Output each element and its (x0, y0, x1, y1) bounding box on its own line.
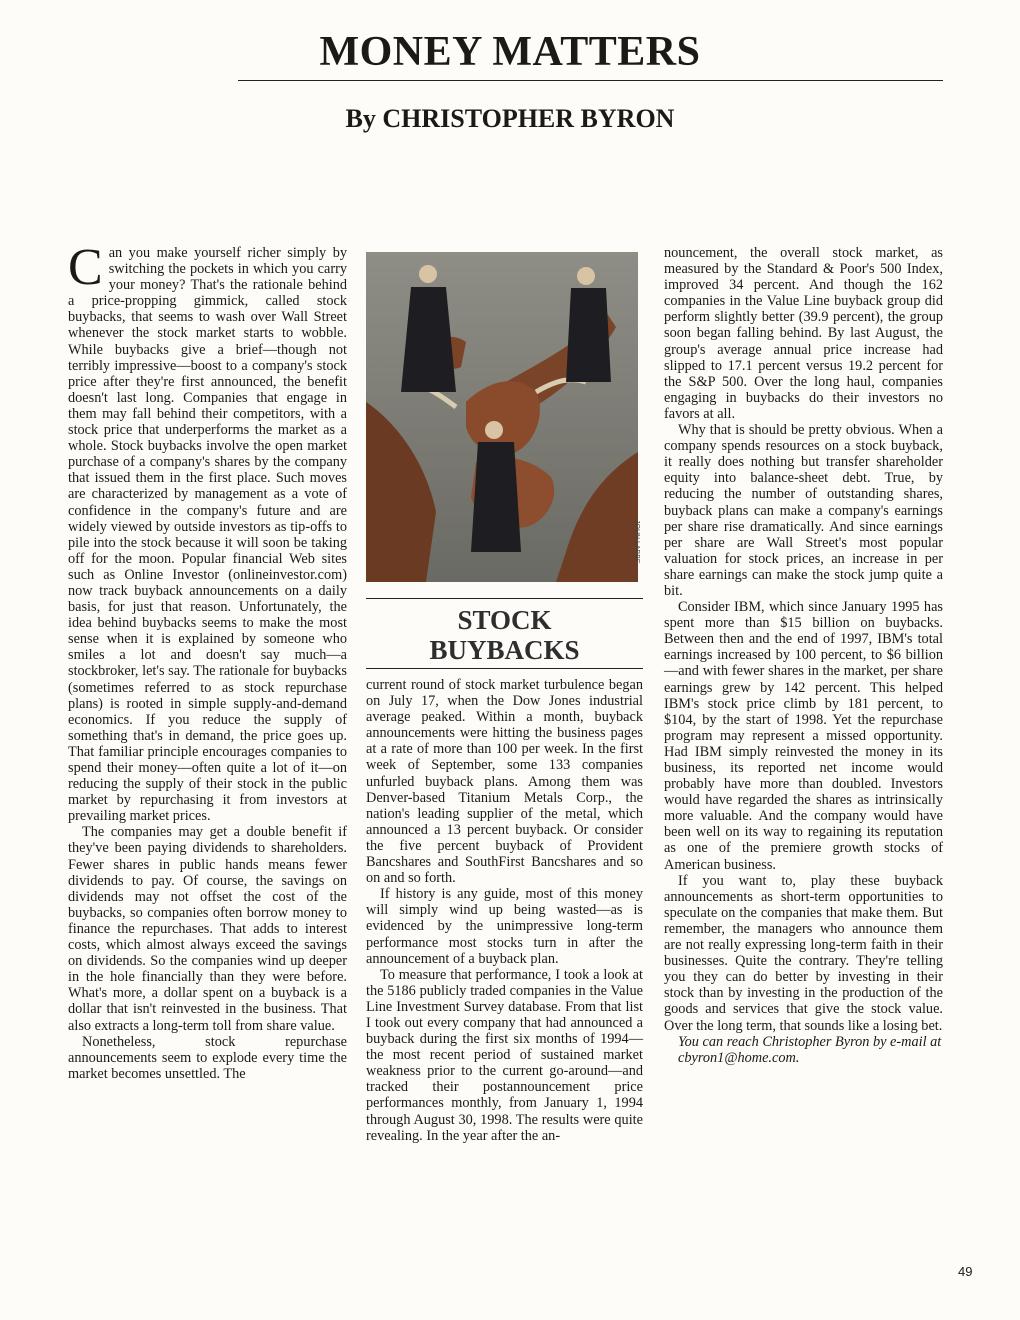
paragraph: To measure that performance, I took a look at the 5186 publicly traded companies in the Value Line Investment Survey database. From that list I took out every company that had announced a buyback during the first six months of 1994—the most recent period of sustained market weakness prior to the current go-around—and tracked their postannouncement price performances monthly, from January 1, 1994 through August 30, 1998. The results were quite revealing. In the year after the an- (366, 966, 643, 1144)
article-column-1 (68, 239, 347, 1082)
sidebar-title (366, 605, 643, 665)
sidebar-rule-top (366, 598, 643, 599)
paragraph: Why that is should be pretty obvious. When a company spends resources on a stock buyback, it really does nothing but transfer shareholder equity into balance-sheet debt. True, by reducing the number of outstanding shares, buyback plans can make a company's earnings per share rise dramatically. And since earnings per share are Wall Street's most popular valuation for stock prices, an increase in per share earnings can make the stock jump quite a bit. (664, 422, 943, 599)
article-column-2 (366, 677, 643, 1144)
paragraph: The companies may get a double benefit if they've been paying dividends to shareholders. Fewer shares in public hands means fewer dividends to pay. Of course, the savings on dividends may not offset the cost of the buybacks, so companies often borrow money to finance the repurchases. That adds to interest costs, which almost always exceed the savings on dividends. So the companies wind up deeper in the hole financially than they were before. What's more, a dollar spent on a buyback is a dollar that isn't reinvested in the business. That also extracts a long-term toll from share value. (68, 824, 347, 1034)
sidebar-title-line: BUYBACKS (429, 635, 580, 665)
column-title: MONEY MATTERS (319, 29, 701, 75)
drop-cap: C (68, 239, 103, 296)
illustration-credit: JOHN LABBE (633, 520, 640, 564)
article-column-3 (664, 245, 943, 1066)
page-number: 49 (958, 1264, 973, 1279)
paragraph (68, 239, 347, 825)
paragraph-text: an you make yourself richer simply by switching the pockets in which you carry your money? That's the rationale behind a price-propping gimmick, called stock buybacks, that seems to wash over Wall Street whenever the stock market starts to wobble. While buybacks give a brief—though not terribly impressive—boost to a company's stock price after they're first announced, the benefit doesn't last long. Companies that engage in them may fall behind their competitors, with a stock price that underperforms the market as a whole. Stock buybacks involve the open market purchase of a company's shares by the company that issued them in the first place. Such moves are characterized by management as a vote of confidence in the company's future and are widely viewed by outside investors as tip-offs to pile into the stock because it will soon be taking off for the moon. Popular financial Web sites such as Online Investor (onlineinvestor.com) now track buyback announcements on a daily basis, for just that reason. Unfortunately, the idea behind buybacks seems to make the most sense when it is explained by someone who smiles a lot and doesn't say much—a stockbroker, let's say. The rationale for buybacks (sometimes referred to as stock repurchase plans) is rooted in simple supply-and-demand economics. If you reduce the supply of something that's in demand, the price goes up. That familiar principle encourages companies to spend their money—often quite a lot of it—on reducing the supply of their stock in the public market by repurchasing it from investors at prevailing market prices. (68, 245, 347, 825)
illustration-image (366, 252, 638, 582)
paragraph: If you want to, play these buyback announcements as short-term opportunities to speculate on the companies that make them. But remember, the managers who announce them are not really expressing long-term faith in their businesses. Quite the contrary. They're telling you they can do better by investing in their stock than by investing in the production of the goods and services that give the stock value. Over the long term, that sounds like a losing bet. (664, 872, 943, 1034)
author-contact: You can reach Christopher Byron by e-mail at cbyron1@home.com. (678, 1033, 942, 1066)
paragraph: current round of stock market turbulence began on July 17, when the Dow Jones industrial average peaked. Within a month, buyback announcements were hitting the business pages at a rate of more than 100 per week. In the first week of September, some 133 companies unfurled buyback plans. Among them was Denver-based Titanium Metals Corp., the nation's leading supplier of the metal, which announced a 13 percent buyback. Or consider the five percent buyback of Provident Bancshares and SouthFirst Bancshares and so on and so forth. (366, 677, 643, 887)
paragraph: Nonetheless, stock repurchase announcements seem to explode every time the market becomes unsettled. The (68, 1033, 347, 1082)
sidebar-title-line: STOCK (457, 605, 552, 635)
title-rule (238, 80, 943, 81)
paragraph: nouncement, the overall stock market, as measured by the Standard & Poor's 500 Index, improved 34 percent. And though the 162 companies in the Value Line buyback group did perform slightly better (39.9 percent), the group soon began falling behind. By last August, the group's average annual price increase had slipped to 17.1 percent versus 19.2 percent for the S&P 500. Over the long haul, companies engaging in buybacks do their investors no favors at all. (664, 245, 943, 422)
paragraph: If history is any guide, most of this money will simply wind up being wasted—as is evidenced by the unimpressive long-term performance most stocks turn in after the announcement of a buyback plan. (366, 886, 643, 967)
byline: By CHRISTOPHER BYRON (345, 104, 675, 133)
sidebar-rule-bottom (366, 668, 643, 669)
paragraph: Consider IBM, which since January 1995 has spent more than $15 billion on buybacks. Between then and the end of 1997, IBM's total earnings increased by 100 percent, to $6 billion—and with fewer shares in the market, per share earnings grew by 142 percent. This helped IBM's stock price climb by 181 percent, to $104, by the start of 1998. Yet the repurchase program may represent a missed opportunity. Had IBM simply reinvested the money in its business, its reported net income would probably have more than doubled. Investors would have regarded the shares as intrinsically more valuable. And the company would have been well on its way to regaining its reputation as one of the premiere growth stocks of American business. (664, 599, 943, 873)
